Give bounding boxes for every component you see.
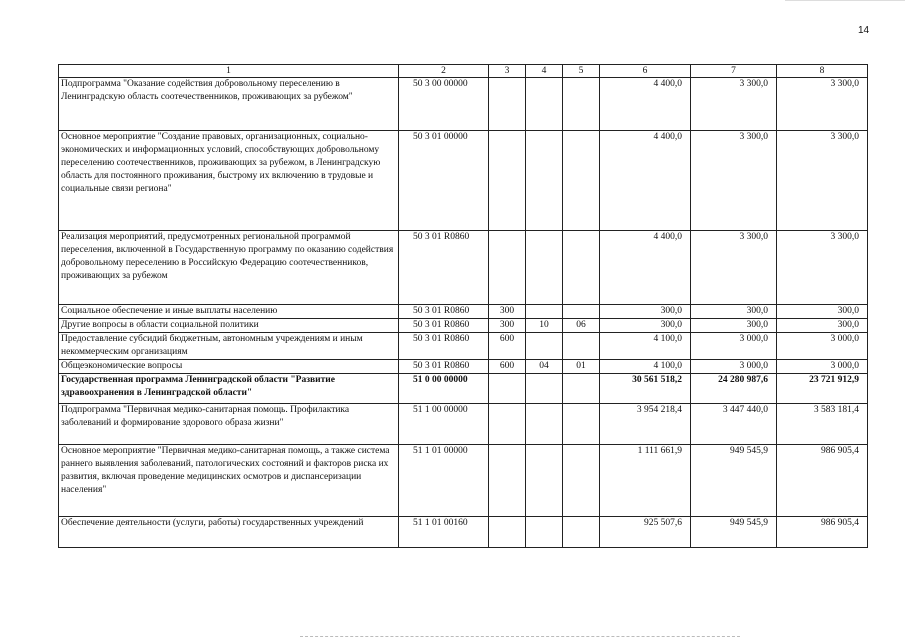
row-col-3: 600 <box>489 360 526 374</box>
row-value-8: 3 583 181,4 <box>777 404 868 445</box>
header-col-6: 6 <box>600 65 691 78</box>
row-name: Государственная программа Ленинградской области "Развитие здравоохранения в Ленинградской области" <box>59 374 399 404</box>
row-value-8: 300,0 <box>777 305 868 319</box>
header-col-7: 7 <box>691 65 777 78</box>
row-col-3 <box>489 445 526 517</box>
row-col-4 <box>526 404 563 445</box>
row-col-4 <box>526 374 563 404</box>
table-row <box>59 333 868 360</box>
row-value-7: 949 545,9 <box>691 445 777 517</box>
row-value-6: 1 111 661,9 <box>600 445 691 517</box>
row-col-3: 600 <box>489 333 526 360</box>
row-value-6: 3 954 218,4 <box>600 404 691 445</box>
row-col-5 <box>563 78 600 131</box>
header-col-3: 3 <box>489 65 526 78</box>
row-value-6: 4 100,0 <box>600 333 691 360</box>
header-col-8: 8 <box>777 65 868 78</box>
row-value-8: 986 905,4 <box>777 517 868 548</box>
row-value-8: 23 721 912,9 <box>777 374 868 404</box>
row-col-3 <box>489 404 526 445</box>
row-col-4 <box>526 517 563 548</box>
header-col-1: 1 <box>59 65 399 78</box>
row-value-7: 3 447 440,0 <box>691 404 777 445</box>
header-col-4: 4 <box>526 65 563 78</box>
row-code: 50 3 01 R0860 <box>399 360 489 374</box>
row-value-6: 300,0 <box>600 319 691 333</box>
row-code: 51 1 01 00000 <box>399 445 489 517</box>
row-value-8: 300,0 <box>777 319 868 333</box>
row-value-8: 3 300,0 <box>777 131 868 231</box>
row-name: Реализация мероприятий, предусмотренных региональной программой переселения, включенной в Государственную программу по оказанию содействия добровольному переселению в Российскую Федерацию соотечественников, проживающих за рубежом <box>59 231 399 305</box>
row-value-7: 3 300,0 <box>691 231 777 305</box>
page-number: 14 <box>858 25 870 36</box>
row-col-5 <box>563 333 600 360</box>
row-name: Предоставление субсидий бюджетным, автономным учреждениям и иным некоммерческим организациям <box>59 333 399 360</box>
table-row <box>59 360 868 374</box>
scan-edge-mark <box>785 0 905 1</box>
row-value-6: 300,0 <box>600 305 691 319</box>
header-row <box>59 65 868 78</box>
row-name: Обеспечение деятельности (услуги, работы) государственных учреждений <box>59 517 399 548</box>
row-value-8: 3 300,0 <box>777 231 868 305</box>
row-name: Подпрограмма "Оказание содействия добровольному переселению в Ленинградскую область соотечественников, проживающих за рубежом" <box>59 78 399 131</box>
row-col-4: 04 <box>526 360 563 374</box>
row-code: 51 1 00 00000 <box>399 404 489 445</box>
row-code: 50 3 01 R0860 <box>399 319 489 333</box>
row-value-8: 3 300,0 <box>777 78 868 131</box>
table-row <box>59 231 868 305</box>
row-col-5: 06 <box>563 319 600 333</box>
table-row <box>59 517 868 548</box>
row-code: 50 3 01 R0860 <box>399 305 489 319</box>
row-col-5 <box>563 131 600 231</box>
row-code: 50 3 00 00000 <box>399 78 489 131</box>
row-value-6: 925 507,6 <box>600 517 691 548</box>
row-col-5 <box>563 374 600 404</box>
row-value-8: 3 000,0 <box>777 333 868 360</box>
table-row <box>59 78 868 131</box>
row-value-7: 300,0 <box>691 305 777 319</box>
row-code: 51 0 00 00000 <box>399 374 489 404</box>
row-name: Общеэкономические вопросы <box>59 360 399 374</box>
row-value-7: 3 000,0 <box>691 360 777 374</box>
row-col-5: 01 <box>563 360 600 374</box>
row-value-7: 300,0 <box>691 319 777 333</box>
row-col-5 <box>563 231 600 305</box>
row-col-5 <box>563 445 600 517</box>
row-name: Подпрограмма "Первичная медико-санитарная помощь. Профилактика заболеваний и формирование здорового образа жизни" <box>59 404 399 445</box>
row-code: 50 3 01 R0860 <box>399 333 489 360</box>
row-name: Основное мероприятие "Создание правовых, организационных, социально-экономических и информационных условий, способствующих добровольному переселению соотечественников, проживающих за рубежом, в Ленинградскую область для постоянного проживания, быстрому их включению в трудовые и социальные связи региона" <box>59 131 399 231</box>
table-row <box>59 374 868 404</box>
header-col-5: 5 <box>563 65 600 78</box>
row-col-5 <box>563 305 600 319</box>
row-value-6: 4 400,0 <box>600 231 691 305</box>
row-value-6: 30 561 518,2 <box>600 374 691 404</box>
row-value-7: 3 000,0 <box>691 333 777 360</box>
row-value-8: 986 905,4 <box>777 445 868 517</box>
row-col-4 <box>526 131 563 231</box>
table-row <box>59 319 868 333</box>
row-col-4: 10 <box>526 319 563 333</box>
row-value-7: 3 300,0 <box>691 131 777 231</box>
row-name: Другие вопросы в области социальной политики <box>59 319 399 333</box>
table-row <box>59 445 868 517</box>
budget-table <box>58 64 868 548</box>
row-code: 51 1 01 00160 <box>399 517 489 548</box>
row-col-3 <box>489 231 526 305</box>
row-col-3: 300 <box>489 305 526 319</box>
row-col-4 <box>526 78 563 131</box>
row-code: 50 3 01 00000 <box>399 131 489 231</box>
row-name: Социальное обеспечение и иные выплаты населению <box>59 305 399 319</box>
row-value-7: 3 300,0 <box>691 78 777 131</box>
row-code: 50 3 01 R0860 <box>399 231 489 305</box>
table-row <box>59 404 868 445</box>
row-value-8: 3 000,0 <box>777 360 868 374</box>
row-col-3 <box>489 374 526 404</box>
header-col-2: 2 <box>399 65 489 78</box>
row-col-4 <box>526 305 563 319</box>
row-value-6: 4 400,0 <box>600 131 691 231</box>
row-col-3 <box>489 78 526 131</box>
row-col-5 <box>563 517 600 548</box>
row-name: Основное мероприятие "Первичная медико-санитарная помощь, а также система раннего выявления заболеваний, патологических состояний и факторов риска их развития, включая проведение медицинских осмотров и диспансеризации населения" <box>59 445 399 517</box>
row-col-4 <box>526 445 563 517</box>
row-col-3 <box>489 131 526 231</box>
row-value-7: 24 280 987,6 <box>691 374 777 404</box>
row-value-6: 4 100,0 <box>600 360 691 374</box>
row-col-4 <box>526 231 563 305</box>
row-col-4 <box>526 333 563 360</box>
row-value-7: 949 545,9 <box>691 517 777 548</box>
row-col-3: 300 <box>489 319 526 333</box>
table-row <box>59 305 868 319</box>
row-col-5 <box>563 404 600 445</box>
row-value-6: 4 400,0 <box>600 78 691 131</box>
row-col-3 <box>489 517 526 548</box>
table-row <box>59 131 868 231</box>
scan-artifact-line <box>300 636 740 637</box>
